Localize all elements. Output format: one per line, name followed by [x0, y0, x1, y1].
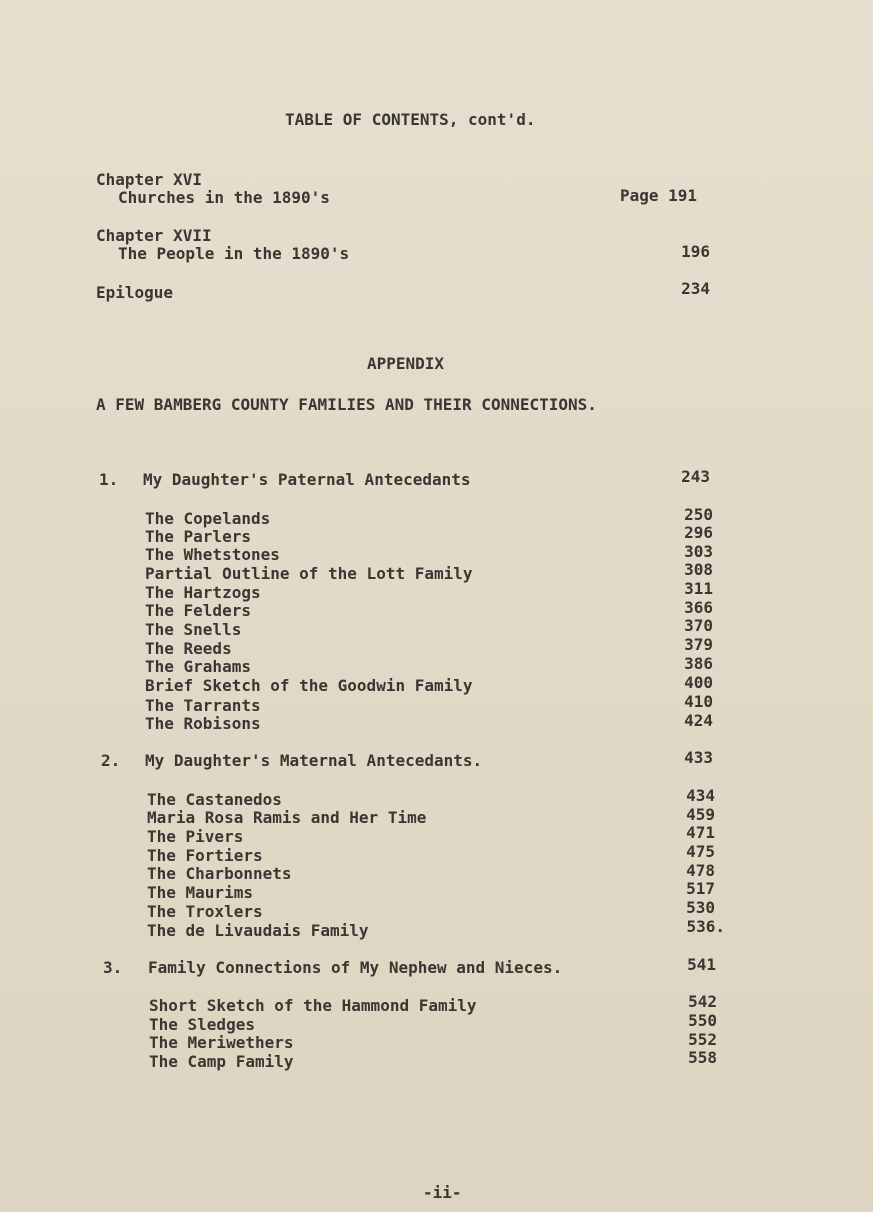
- list-item-page: 459: [686, 805, 715, 824]
- list-item: The Copelands: [145, 509, 271, 528]
- page-title: TABLE OF CONTENTS, cont'd.: [285, 110, 536, 129]
- list-item: The Grahams: [145, 657, 251, 676]
- chapter-label: Chapter XVII: [96, 226, 212, 245]
- appendix-heading: APPENDIX: [367, 354, 445, 373]
- list-item-page: 303: [684, 542, 713, 561]
- section-title: My Daughter's Paternal Antecedants: [143, 470, 471, 489]
- chapter-label: Chapter XVI: [96, 170, 202, 189]
- list-item: The Reeds: [145, 639, 232, 658]
- section-number: 3.: [103, 958, 123, 977]
- list-item: The Sledges: [149, 1015, 255, 1034]
- list-item: The Meriwethers: [149, 1033, 294, 1052]
- list-item: Short Sketch of the Hammond Family: [149, 996, 477, 1015]
- list-item: The Tarrants: [145, 696, 261, 715]
- list-item-page: 552: [688, 1030, 717, 1049]
- list-item-page: 471: [686, 823, 715, 842]
- list-item-page: 517: [686, 879, 715, 898]
- list-item-page: 542: [688, 992, 717, 1011]
- list-item-page: 250: [684, 505, 713, 524]
- section-page: 541: [687, 955, 716, 974]
- chapter-title: Churches in the 1890's: [118, 188, 330, 207]
- list-item: The Maurims: [147, 883, 253, 902]
- list-item: Partial Outline of the Lott Family: [145, 564, 473, 583]
- section-page: 243: [681, 467, 710, 486]
- list-item: The Fortiers: [147, 846, 263, 865]
- list-item: The Parlers: [145, 527, 251, 546]
- section-number: 1.: [99, 470, 119, 489]
- list-item-page: 296: [684, 523, 713, 542]
- list-item: The Castanedos: [147, 790, 282, 809]
- list-item-page: 386: [684, 654, 713, 673]
- page-number: -ii-: [423, 1183, 462, 1202]
- list-item-page: 434: [686, 786, 715, 805]
- list-item: The Felders: [145, 601, 251, 620]
- list-item-page: 400: [684, 673, 713, 692]
- section-page: 433: [684, 748, 713, 767]
- section-number: 2.: [101, 751, 121, 770]
- list-item-page: 558: [688, 1048, 717, 1067]
- list-item: The Troxlers: [147, 902, 263, 921]
- list-item-page: 370: [684, 616, 713, 635]
- list-item-page: 366: [684, 598, 713, 617]
- list-item-page: 410: [684, 692, 713, 711]
- list-item-page: 536.: [686, 917, 725, 936]
- list-item: The de Livaudais Family: [147, 921, 369, 940]
- list-item: The Camp Family: [149, 1052, 294, 1071]
- section-title: Family Connections of My Nephew and Nieces.: [148, 958, 563, 977]
- list-item-page: 379: [684, 635, 713, 654]
- list-item: The Snells: [145, 620, 242, 639]
- list-item-page: 311: [684, 579, 713, 598]
- list-item-page: 424: [684, 711, 713, 730]
- chapter-title: The People in the 1890's: [118, 244, 350, 263]
- epilogue-page: 234: [681, 279, 710, 298]
- list-item: The Whetstones: [145, 545, 280, 564]
- list-item: Brief Sketch of the Goodwin Family: [145, 676, 473, 695]
- list-item: The Pivers: [147, 827, 244, 846]
- chapter-page: Page 191: [620, 186, 698, 205]
- list-item-page: 530: [686, 898, 715, 917]
- list-item: The Hartzogs: [145, 583, 261, 602]
- list-item-page: 475: [686, 842, 715, 861]
- list-item: Maria Rosa Ramis and Her Time: [147, 808, 427, 827]
- list-item: The Charbonnets: [147, 864, 292, 883]
- list-item-page: 308: [684, 560, 713, 579]
- list-item-page: 478: [686, 861, 715, 880]
- section-title: My Daughter's Maternal Antecedants.: [145, 751, 483, 770]
- list-item: The Robisons: [145, 714, 261, 733]
- chapter-page: 196: [681, 242, 710, 261]
- epilogue-title: Epilogue: [96, 283, 174, 302]
- appendix-subheading: A FEW BAMBERG COUNTY FAMILIES AND THEIR CONNECTIONS.: [96, 395, 597, 414]
- list-item-page: 550: [688, 1011, 717, 1030]
